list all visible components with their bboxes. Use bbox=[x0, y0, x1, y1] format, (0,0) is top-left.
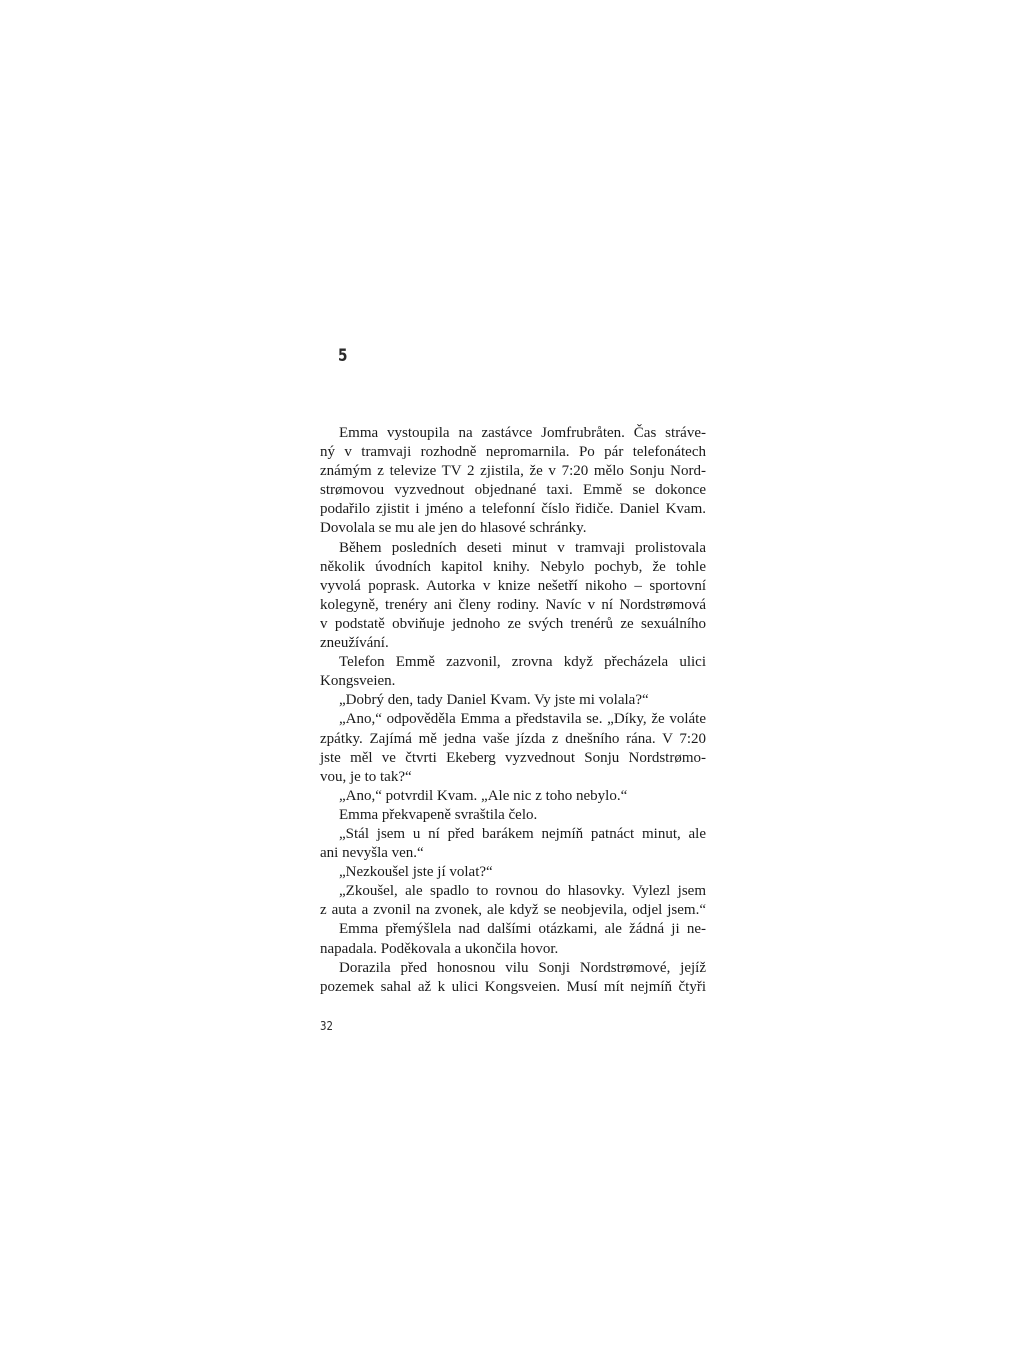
text-line: vou, je to tak?“ bbox=[320, 768, 412, 785]
text-line: ani nevyšla ven.“ bbox=[320, 845, 424, 862]
text-body bbox=[320, 424, 706, 997]
text-line: jste měl ve čtvrti Ekeberg vyzvednout Sonju Nordstrømo- bbox=[320, 749, 706, 766]
page-number: 32 bbox=[320, 1019, 333, 1033]
text-line: Kongsveien. bbox=[320, 673, 396, 690]
text-line: Dorazila před honosnou vilu Sonji Nordstrømové, jejíž bbox=[339, 959, 706, 976]
text-line: „Dobrý den, tady Daniel Kvam. Vy jste mi volala?“ bbox=[339, 692, 649, 709]
chapter-number: 5 bbox=[338, 346, 348, 366]
text-line: „Ano,“ odpověděla Emma a představila se. „Díky, že voláte bbox=[339, 711, 706, 728]
text-line: známým z televize TV 2 zjistila, že v 7:20 mělo Sonju Nord- bbox=[320, 463, 706, 480]
text-line: „Stál jsem u ní před barákem nejmíň patnáct minut, ale bbox=[339, 825, 706, 842]
text-line: zneužívání. bbox=[320, 635, 389, 652]
text-line: „Zkoušel, ale spadlo to rovnou do hlasovky. Vylezl jsem bbox=[339, 883, 706, 900]
text-line: Během posledních deseti minut v tramvaji prolistovala bbox=[339, 539, 706, 556]
text-line: několik úvodních kapitol knihy. Nebylo pochyb, že tohle bbox=[320, 558, 706, 575]
text-line: napadala. Poděkovala a ukončila hovor. bbox=[320, 940, 559, 957]
text-line: v podstatě obviňuje jednoho ze svých trenérů ze sexuálního bbox=[320, 615, 706, 632]
text-line: podařilo zjistit i jméno a telefonní číslo řidiče. Daniel Kvam. bbox=[320, 501, 706, 518]
text-line: Telefon Emmě zazvonil, zrovna když přecházela ulici bbox=[339, 654, 706, 671]
text-line: ný v tramvaji rozhodně nepromarnila. Po pár telefonátech bbox=[320, 444, 706, 461]
text-line: kolegyně, trenéry ani členy rodiny. Navíc v ní Nordstrømová bbox=[320, 596, 706, 613]
text-line: Emma překvapeně svraštila čelo. bbox=[339, 806, 538, 823]
text-line: „Nezkoušel jste jí volat?“ bbox=[339, 864, 493, 881]
text-line: Emma vystoupila na zastávce Jomfrubråten. Čas stráve- bbox=[339, 425, 706, 441]
text-line: strømovou vyzvednout objednané taxi. Emmě se dokonce bbox=[320, 482, 706, 499]
text-line: zpátky. Zajímá mě jedna vaše jízda z dnešního rána. V 7:20 bbox=[320, 730, 706, 747]
text-line: Emma přemýšlela nad dalšími otázkami, ale žádná ji ne- bbox=[339, 921, 706, 938]
text-line: Dovolala se mu ale jen do hlasové schránky. bbox=[320, 520, 587, 537]
text-line: pozemek sahal až k ulici Kongsveien. Musí mít nejmíň čtyři bbox=[320, 978, 706, 995]
text-line: vyvolá poprask. Autorka v knize nešetří nikoho – sportovní bbox=[320, 577, 706, 594]
text-line: z auta a zvonil na zvonek, ale když se neobjevila, odjel jsem.“ bbox=[320, 902, 706, 919]
text-line: „Ano,“ potvrdil Kvam. „Ale nic z toho nebylo.“ bbox=[339, 787, 628, 804]
